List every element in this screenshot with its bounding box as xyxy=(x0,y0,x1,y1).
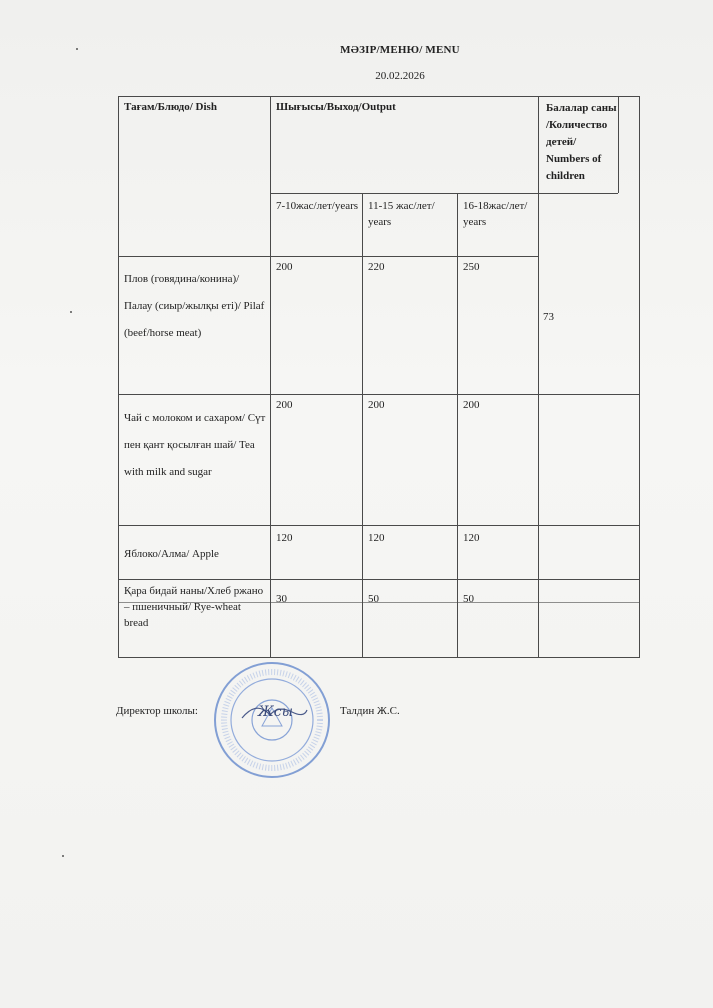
dish-bread: Қара бидай наны/Хлеб ржано – пшеничный/ Rye-wheat bread xyxy=(124,585,264,629)
age-group-1: 7-10жас/лет/years xyxy=(276,200,359,212)
table-line-row3-bottom xyxy=(118,579,640,580)
speck xyxy=(70,311,72,313)
table-border-left xyxy=(118,96,119,657)
table-col-dish-right xyxy=(270,96,271,657)
col-header-children: Балалар саны /Количество детей/ Numbers of children xyxy=(546,102,617,182)
col-header-dish: Тағам/Блюдо/ Dish xyxy=(124,101,217,113)
table-line-row2-bottom xyxy=(118,525,640,526)
dish-apple: Яблоко/Алма/ Apple xyxy=(124,548,219,560)
dish-pilaf: Плов (говядина/конина)/ Палау (сиыр/жылқы еті)/ Pilaf (beef/horse meat) xyxy=(124,273,265,339)
apple-age2: 120 xyxy=(368,532,385,544)
bread-age1: 30 xyxy=(276,593,287,605)
school-stamp-icon xyxy=(212,660,332,780)
bread-age3: 50 xyxy=(463,593,474,605)
table-border-top xyxy=(118,96,640,97)
table-line-header-bottom xyxy=(118,256,538,257)
col-header-output: Шығысы/Выход/Output xyxy=(276,101,396,113)
table-line-children-top xyxy=(538,193,618,194)
menu-date: 20.02.2026 xyxy=(375,70,425,82)
director-label: Директор школы: xyxy=(116,705,198,717)
table-border-right xyxy=(639,96,640,657)
page-title: МӘЗІР/МЕНЮ/ MENU xyxy=(340,44,460,56)
table-col-age1-right xyxy=(362,193,363,657)
speck xyxy=(76,48,78,50)
table-border-bottom xyxy=(118,657,640,658)
children-count: 73 xyxy=(543,311,554,323)
table-line-age-top xyxy=(270,193,538,194)
table-line-row1-bottom xyxy=(118,394,640,395)
table-col-children-inner xyxy=(618,96,619,193)
apple-age3: 120 xyxy=(463,532,480,544)
tea-age3: 200 xyxy=(463,399,480,411)
table-col-age2-right xyxy=(457,193,458,657)
stamp-signature: Жсы xyxy=(258,704,293,720)
pilaf-age1: 200 xyxy=(276,261,293,273)
apple-age1: 120 xyxy=(276,532,293,544)
age-group-2: 11-15 жас/лет/ years xyxy=(368,200,435,228)
speck xyxy=(62,855,64,857)
table-col-age3-right xyxy=(538,96,539,657)
director-name: Талдин Ж.С. xyxy=(340,705,400,717)
pilaf-age3: 250 xyxy=(463,261,480,273)
tea-age2: 200 xyxy=(368,399,385,411)
tea-age1: 200 xyxy=(276,399,293,411)
dish-tea: Чай с молоком и сахаром/ Сүт пен қант қосылған шай/ Tea with milk and sugar xyxy=(124,412,266,478)
pilaf-age2: 220 xyxy=(368,261,385,273)
bread-age2: 50 xyxy=(368,593,379,605)
age-group-3: 16-18жас/лет/ years xyxy=(463,200,528,228)
